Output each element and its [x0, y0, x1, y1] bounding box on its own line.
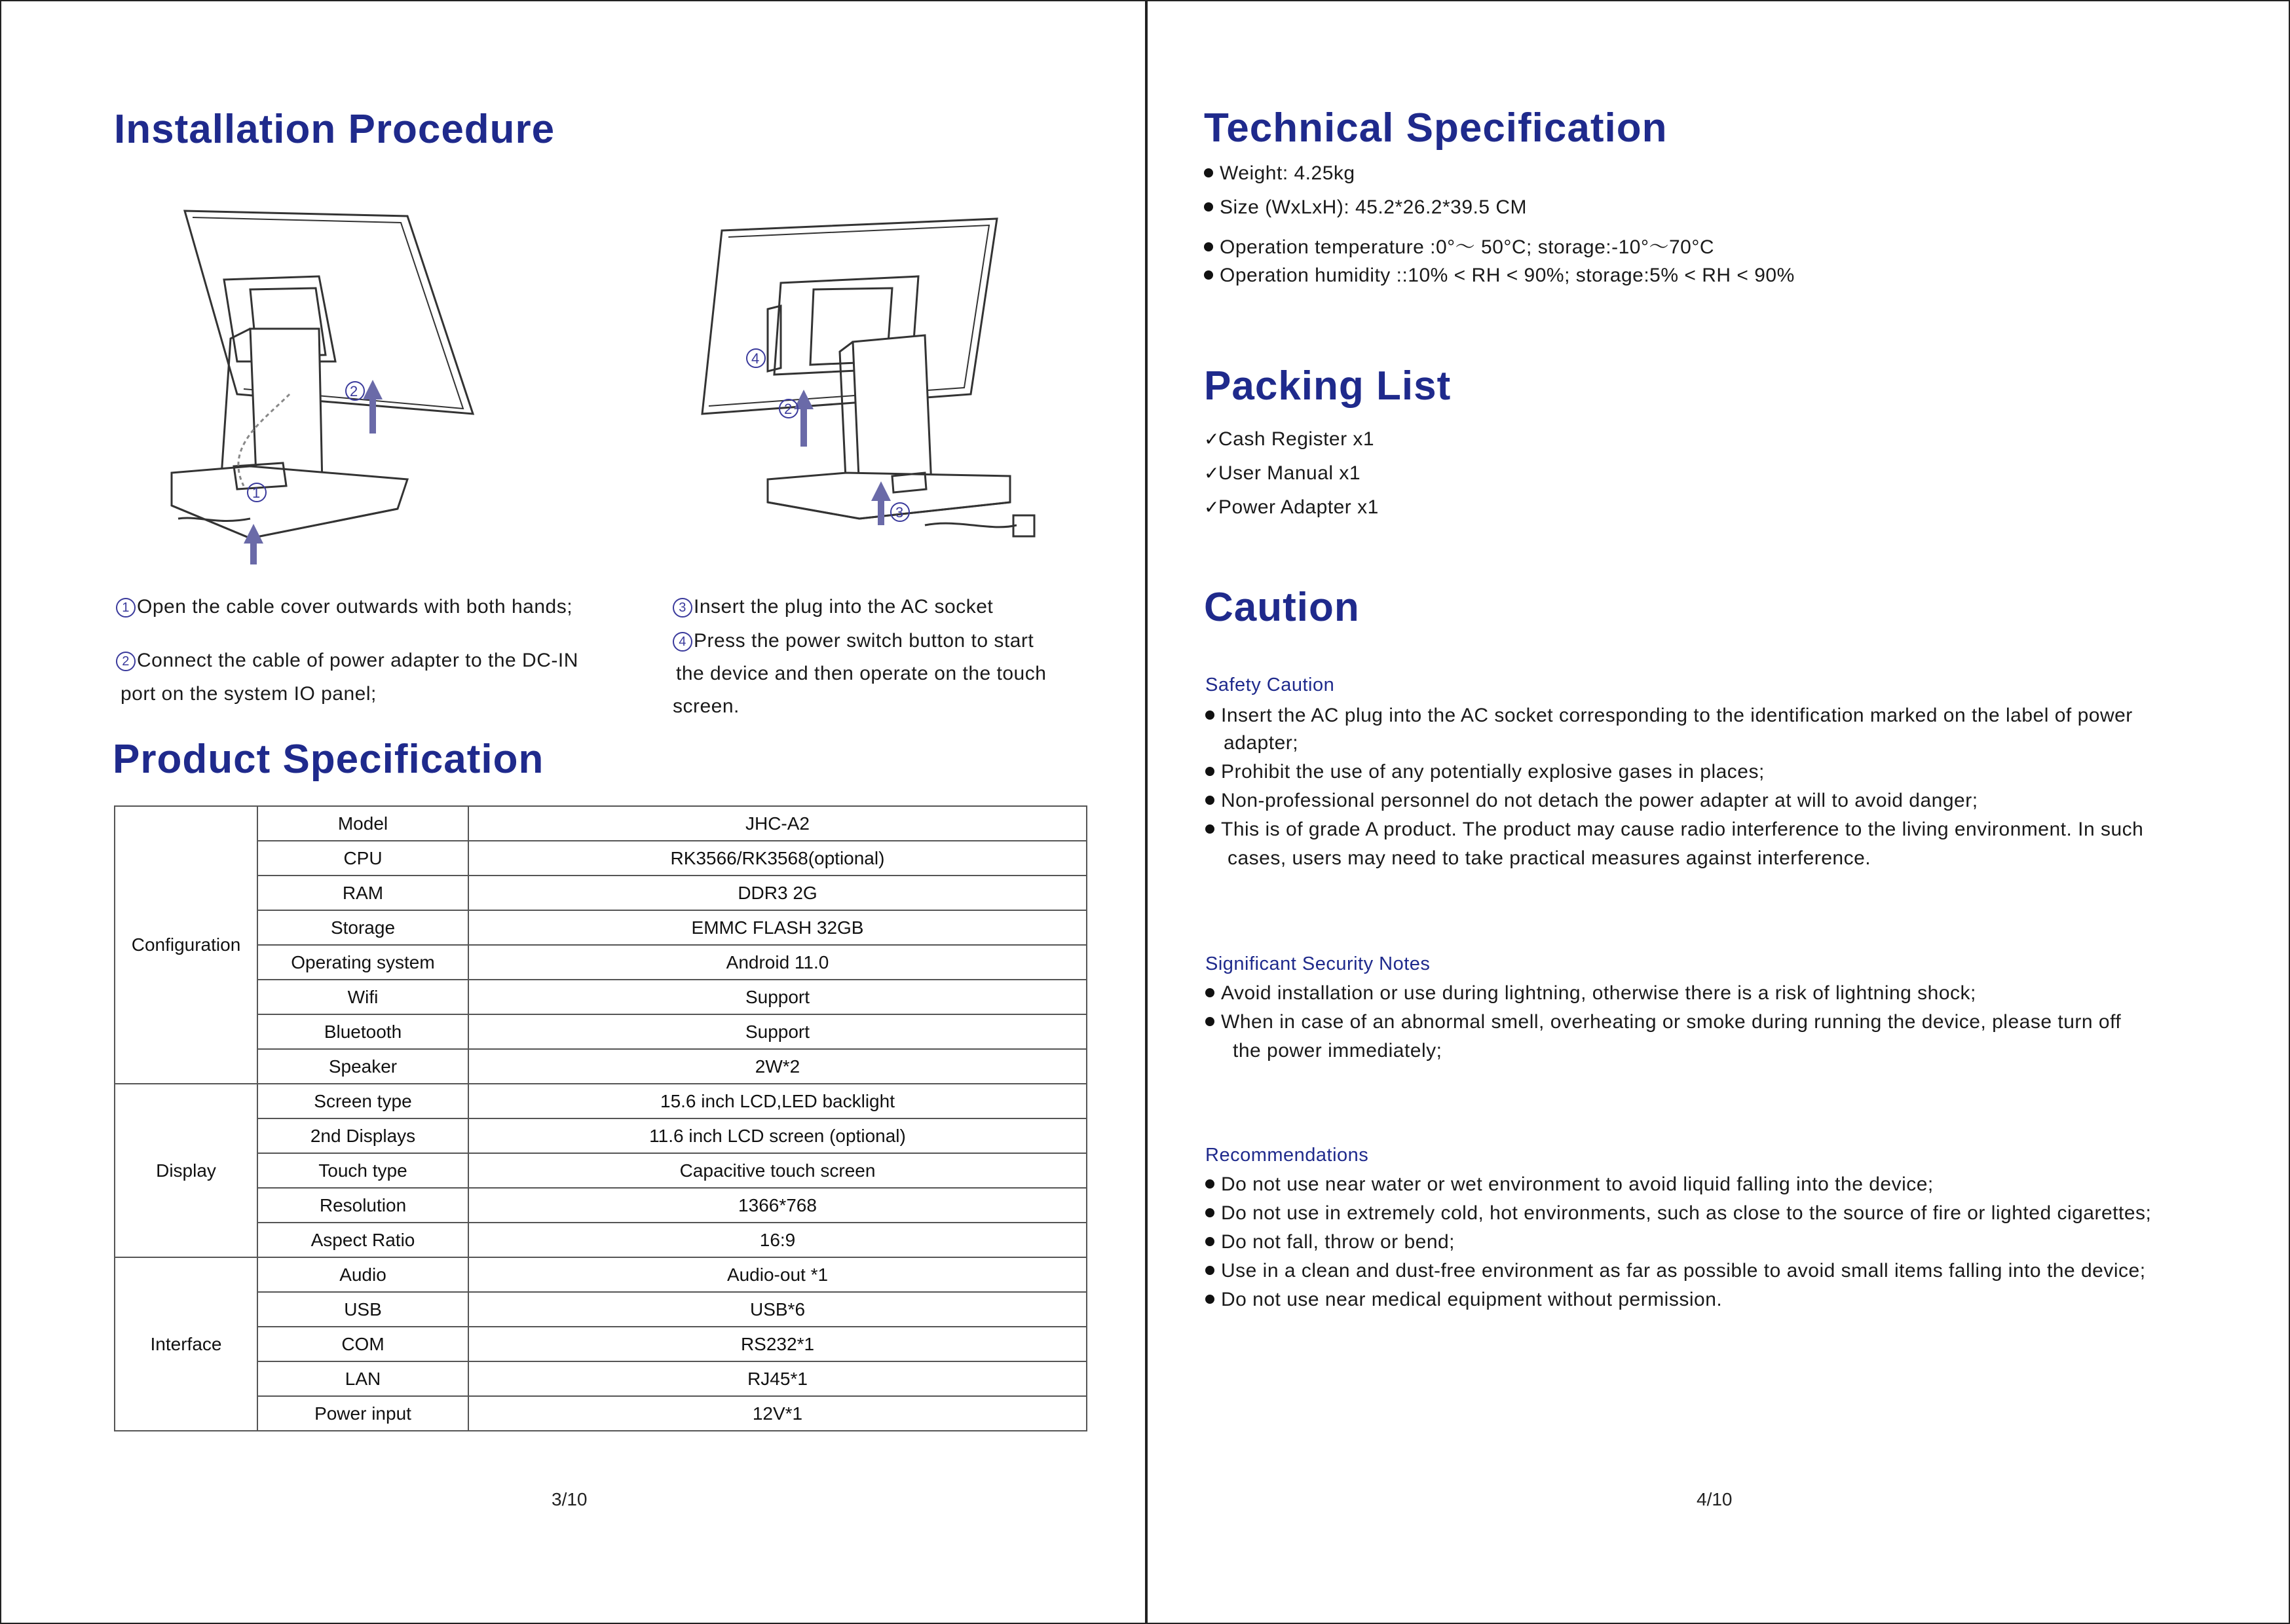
step-3-text: Insert the plug into the AC socket: [694, 596, 994, 618]
step-4-text: Press the power switch button to start: [694, 630, 1034, 652]
spec-value: Support: [468, 980, 1087, 1014]
bullet-icon: [1204, 168, 1213, 177]
spec-value: 2W*2: [468, 1049, 1087, 1084]
page-number: 4/10: [1697, 1489, 1733, 1509]
spec-name: Power input: [257, 1396, 468, 1431]
step-1: [116, 591, 572, 623]
spec-value: 16:9: [468, 1223, 1087, 1257]
spec-name: USB: [257, 1292, 468, 1327]
spec-name: CPU: [257, 841, 468, 876]
checkmark-icon: ✓: [1204, 463, 1220, 483]
tech-item: [1204, 231, 1714, 259]
bullet-icon: [1204, 242, 1213, 251]
recommend-item-text: Do not use near water or wet environment to avoid liquid falling into the device;: [1221, 1173, 1934, 1195]
spec-value: USB*6: [468, 1292, 1087, 1327]
bullet-icon: [1204, 202, 1213, 212]
spec-name: Bluetooth: [257, 1014, 468, 1049]
packing-item: [1204, 496, 1379, 519]
tech-item-text: Size (WxLxH): 45.2*26.2*39.5 CM: [1220, 196, 1528, 218]
table-row: [115, 1049, 1087, 1084]
spec-name: Aspect Ratio: [257, 1223, 468, 1257]
safety-caution-title: Safety Caution: [1205, 674, 1335, 695]
bullet-icon: [1205, 988, 1214, 997]
spec-value: EMMC FLASH 32GB: [468, 910, 1087, 945]
security-item: [1205, 982, 1976, 1005]
step-4: [673, 625, 1034, 657]
safety-item-cont: cases, users may need to take practical measures against interference.: [1228, 847, 1871, 869]
tech-item: [1204, 265, 1795, 287]
spec-name: Touch type: [257, 1153, 468, 1188]
spec-group-label: Display: [115, 1084, 257, 1257]
step-1-number: 1: [116, 598, 136, 618]
installation-title: Installation Procedure: [114, 107, 555, 152]
table-row: [115, 1361, 1087, 1396]
step-3: [673, 591, 993, 623]
bullet-icon: [1205, 824, 1214, 834]
packing-item: [1204, 462, 1361, 485]
spec-value: JHC-A2: [468, 806, 1087, 841]
spec-name: COM: [257, 1327, 468, 1361]
safety-item-cont: adapter;: [1224, 732, 1299, 754]
bullet-icon: [1205, 1237, 1214, 1246]
bullet-icon: [1205, 1017, 1214, 1026]
spec-name: Audio: [257, 1257, 468, 1292]
spec-name: Operating system: [257, 945, 468, 980]
recommend-item: [1205, 1202, 2151, 1225]
spec-name: 2nd Displays: [257, 1118, 468, 1153]
spec-value: 11.6 inch LCD screen (optional): [468, 1118, 1087, 1153]
recommendations-title: Recommendations: [1205, 1145, 1369, 1166]
spec-name: Storage: [257, 910, 468, 945]
bullet-icon: [1205, 1266, 1214, 1275]
spec-name: Model: [257, 806, 468, 841]
step-2-cont: port on the system IO panel;: [121, 683, 377, 705]
spec-value: Support: [468, 1014, 1087, 1049]
safety-item-text: Insert the AC plug into the AC socket corresponding to the identification marked on the label of power: [1221, 705, 2133, 726]
spec-value: RS232*1: [468, 1327, 1087, 1361]
step-3-number: 3: [673, 598, 692, 618]
spec-value: Audio-out *1: [468, 1257, 1087, 1292]
caution-title: Caution: [1204, 585, 1360, 630]
step-4-cont: the device and then operate on the touch: [676, 663, 1047, 684]
bullet-icon: [1205, 710, 1214, 720]
svg-text:4: 4: [751, 350, 760, 367]
table-row: [115, 1084, 1087, 1118]
tech-item: [1204, 162, 1355, 185]
recommend-item-text: Do not fall, throw or bend;: [1221, 1231, 1455, 1253]
tech-spec-title: Technical Specification: [1204, 105, 1668, 151]
safety-item: [1205, 761, 1765, 783]
recommend-item: [1205, 1231, 1455, 1253]
packing-item-text: User Manual x1: [1218, 462, 1361, 484]
tech-item-text: Operation humidity ::10% < RH < 90%; storage:5% < RH < 90%: [1220, 265, 1795, 286]
step-1-text: Open the cable cover outwards with both hands;: [137, 596, 573, 618]
spec-group-label: Configuration: [115, 806, 257, 1084]
step-2: [116, 644, 578, 677]
recommend-item: [1205, 1289, 1722, 1311]
packing-item: [1204, 428, 1374, 451]
recommend-item-text: Use in a clean and dust-free environment as far as possible to avoid small items falling into the device;: [1221, 1260, 2146, 1282]
right-page: [1145, 0, 2290, 1624]
svg-text:3: 3: [895, 504, 904, 521]
security-notes-title: Significant Security Notes: [1205, 953, 1431, 974]
step-4-cont2: screen.: [673, 695, 740, 717]
safety-item-text: Prohibit the use of any potentially explosive gases in places;: [1221, 761, 1765, 783]
product-spec-table: [114, 805, 1087, 1431]
security-item-text: Avoid installation or use during lightning, otherwise there is a risk of lightning shock;: [1221, 982, 1976, 1004]
spec-name: Speaker: [257, 1049, 468, 1084]
table-row: [115, 1014, 1087, 1049]
table-row: [115, 1292, 1087, 1327]
step-2-text: Connect the cable of power adapter to the DC-IN: [137, 650, 578, 671]
recommend-item: [1205, 1173, 1934, 1196]
spec-value: 1366*768: [468, 1188, 1087, 1223]
svg-text:2: 2: [784, 401, 793, 417]
table-row: [115, 876, 1087, 910]
spec-group-label: Interface: [115, 1257, 257, 1431]
product-spec-title: Product Specification: [113, 737, 544, 782]
installation-illustration-1: [159, 198, 486, 564]
page-number: 3/10: [552, 1489, 588, 1509]
bullet-icon: [1205, 1179, 1214, 1189]
tech-item: [1204, 196, 1527, 219]
spec-name: RAM: [257, 876, 468, 910]
spec-name: Wifi: [257, 980, 468, 1014]
bullet-icon: [1204, 270, 1213, 280]
bullet-icon: [1205, 767, 1214, 776]
packing-item-text: Cash Register x1: [1218, 428, 1375, 450]
bullet-icon: [1205, 1208, 1214, 1217]
security-item-text: When in case of an abnormal smell, overheating or smoke during running the device, please turn off: [1221, 1011, 2122, 1033]
installation-illustration-2: [683, 211, 1062, 564]
tech-item-text: Operation temperature :0°～ 50°C; storage:-10°～70°C: [1220, 236, 1715, 258]
table-row: [115, 1118, 1087, 1153]
safety-item-text: This is of grade A product. The product may cause radio interference to the living environment. In such: [1221, 819, 2144, 840]
tech-item-text: Weight: 4.25kg: [1220, 162, 1355, 184]
checkmark-icon: ✓: [1204, 429, 1220, 449]
table-row: [115, 980, 1087, 1014]
spec-name: Screen type: [257, 1084, 468, 1118]
spec-value: RJ45*1: [468, 1361, 1087, 1396]
bullet-icon: [1205, 1295, 1214, 1304]
step-4-number: 4: [673, 632, 692, 652]
safety-item-text: Non-professional personnel do not detach the power adapter at will to avoid danger;: [1221, 790, 1978, 811]
table-row: [115, 806, 1087, 841]
spec-name: Resolution: [257, 1188, 468, 1223]
svg-text:2: 2: [350, 383, 358, 399]
table-row: [115, 1153, 1087, 1188]
safety-item: [1205, 819, 2143, 841]
spec-value: Android 11.0: [468, 945, 1087, 980]
spec-value: Capacitive touch screen: [468, 1153, 1087, 1188]
security-item-cont: the power immediately;: [1233, 1040, 1442, 1061]
bullet-icon: [1205, 796, 1214, 805]
svg-text:1: 1: [252, 485, 261, 501]
spec-value: 15.6 inch LCD,LED backlight: [468, 1084, 1087, 1118]
packing-item-text: Power Adapter x1: [1218, 496, 1379, 518]
table-row: [115, 841, 1087, 876]
recommend-item-text: Do not use in extremely cold, hot environments, such as close to the source of fire or lighted cigarettes;: [1221, 1202, 2152, 1224]
checkmark-icon: ✓: [1204, 497, 1220, 517]
security-item: [1205, 1011, 2121, 1033]
safety-item: [1205, 790, 1978, 812]
recommend-item: [1205, 1260, 2146, 1282]
step-2-number: 2: [116, 652, 136, 671]
table-row: [115, 910, 1087, 945]
packing-list-title: Packing List: [1204, 363, 1452, 409]
safety-item: [1205, 705, 2133, 727]
spec-value: 12V*1: [468, 1396, 1087, 1431]
table-row: [115, 1396, 1087, 1431]
table-row: [115, 945, 1087, 980]
spec-name: LAN: [257, 1361, 468, 1396]
spec-value: DDR3 2G: [468, 876, 1087, 910]
spec-value: RK3566/RK3568(optional): [468, 841, 1087, 876]
table-row: [115, 1223, 1087, 1257]
recommend-item-text: Do not use near medical equipment without permission.: [1221, 1289, 1723, 1310]
table-row: [115, 1188, 1087, 1223]
table-row: [115, 1257, 1087, 1292]
table-row: [115, 1327, 1087, 1361]
